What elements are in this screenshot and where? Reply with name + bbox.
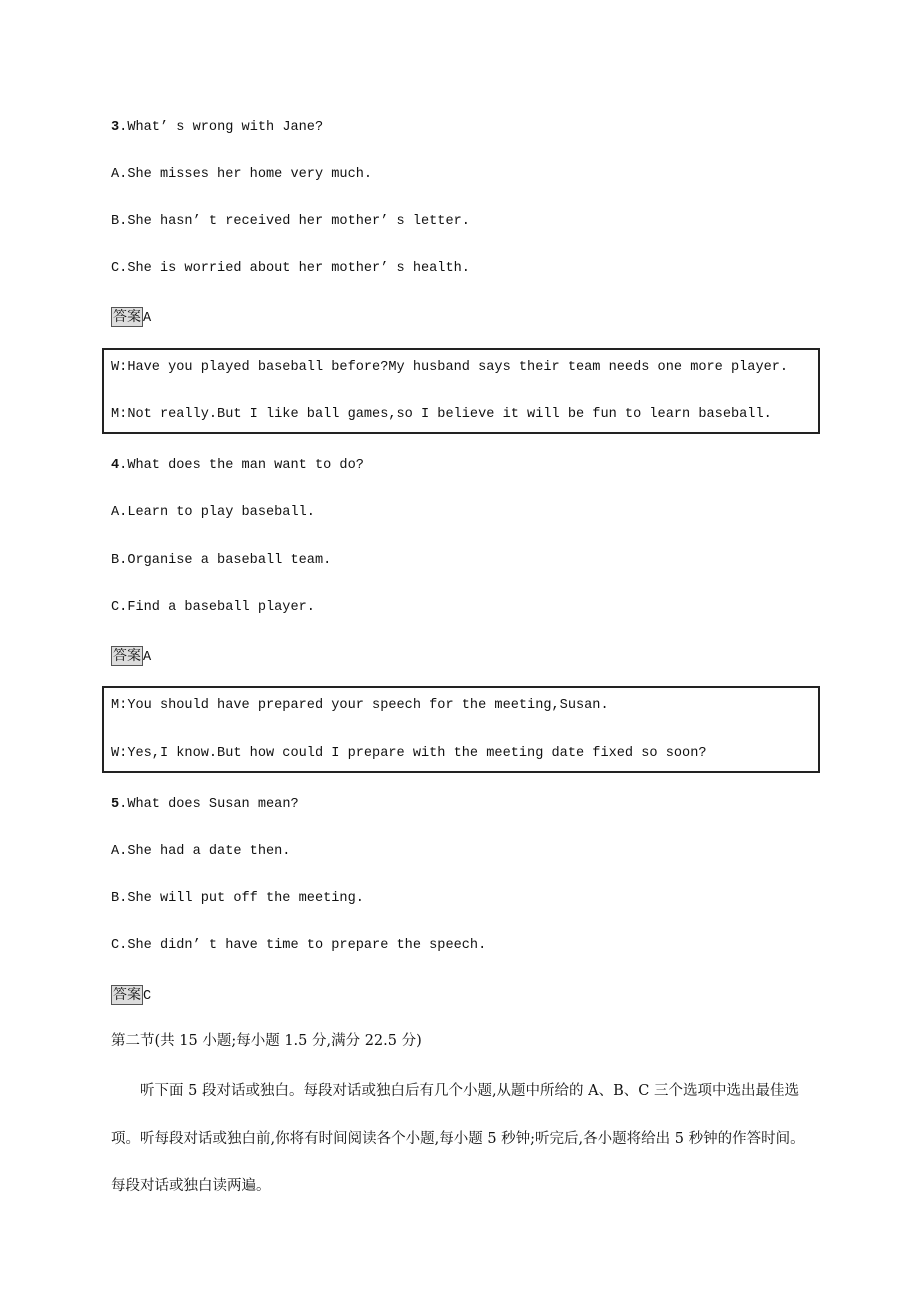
dialogue-line: M:You should have prepared your speech for the meeting,Susan. bbox=[111, 698, 609, 713]
answer: 答案 A bbox=[113, 648, 152, 665]
answer-label: 答案 bbox=[113, 309, 141, 325]
section-title: 第二节(共 15 小题;每小题 1.5 分,满分 22.5 分) bbox=[111, 1033, 422, 1049]
dialogue-line: M:Not really.But I like ball games,so I believe it will be fun to learn baseball. bbox=[111, 407, 772, 422]
option-c: C.Find a baseball player. bbox=[111, 600, 315, 615]
option-c: C.She is worried about her mother’ s health. bbox=[111, 261, 470, 276]
option-b: B.Organise a baseball team. bbox=[111, 553, 332, 568]
option-b: B.She will put off the meeting. bbox=[111, 891, 364, 906]
answer: 答案 A bbox=[113, 309, 152, 326]
option-a: A.She misses her home very much. bbox=[111, 167, 373, 182]
dialogue-line: W:Have you played baseball before?My husband says their team needs one more player. bbox=[111, 360, 789, 375]
option-b: B.She hasn’ t received her mother’ s letter. bbox=[111, 214, 470, 229]
question-stem: 3.What’ s wrong with Jane? bbox=[111, 120, 324, 135]
section-instructions: 听下面 5 段对话或独白。每段对话或独白后有几个小题,从题中所给的 A、B、C 三个选项中选出最佳选项。听每段对话或独白前,你将有时间阅读各个小题,每小题 5 秒钟;听完后,各小题将给出 5 秒钟的作答时间。每段对话或独白读两遍。 bbox=[111, 1083, 805, 1194]
answer: 答案 C bbox=[113, 987, 152, 1004]
question-stem: 5.What does Susan mean? bbox=[111, 797, 299, 812]
answer-label: 答案 bbox=[113, 648, 141, 664]
answer-label: 答案 bbox=[113, 987, 141, 1003]
option-a: A.Learn to play baseball. bbox=[111, 505, 315, 520]
dialogue-line: W:Yes,I know.But how could I prepare with the meeting date fixed so soon? bbox=[111, 746, 707, 761]
option-c: C.She didn’ t have time to prepare the speech. bbox=[111, 938, 487, 953]
option-a: A.She had a date then. bbox=[111, 844, 291, 859]
question-stem: 4.What does the man want to do? bbox=[111, 458, 364, 473]
